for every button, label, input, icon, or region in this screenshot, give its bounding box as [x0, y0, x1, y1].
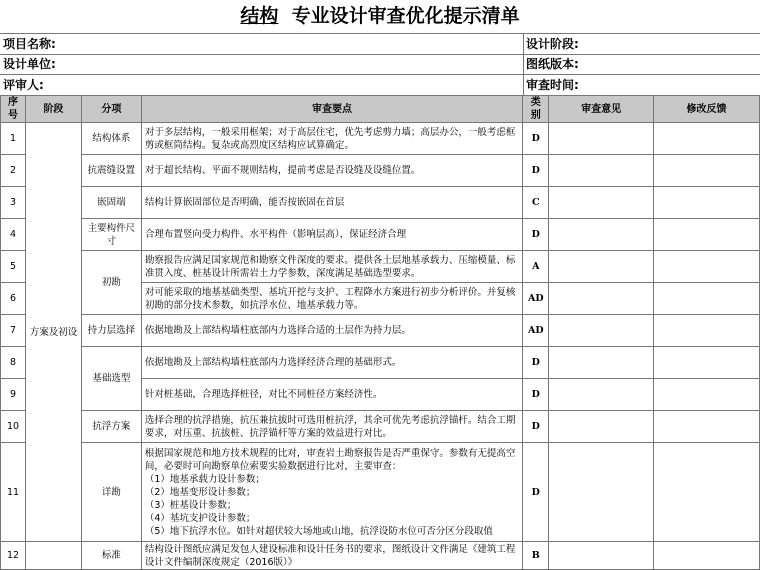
opinion-cell[interactable] [549, 347, 654, 379]
table-row [1, 187, 760, 219]
design-stage-label: 设计阶段: [526, 37, 579, 51]
points-list-item: （5）地下抗浮水位。如针对超伏较大场地或山地，抗浮设防水位可否分区分段取值 [144, 525, 493, 537]
row-points: 依据地勘及上部结构墙柱底部内力选择经济合理的基础形式。 [141, 347, 522, 379]
row-item: 详勘 [81, 443, 141, 542]
design-unit-label: 设计单位: [3, 57, 56, 71]
row-item: 基础选型 [81, 347, 141, 411]
row-category: D [523, 219, 549, 251]
row-points [141, 443, 522, 542]
row-no: 9 [1, 379, 26, 411]
row-points: 选择合理的抗浮措施，抗压兼抗拔时可选用桩抗浮，其余可优先考虑抗浮锚杆。结合工期要求，对压重、抗拔桩、抗浮锚杆等方案的效益进行对比。 [141, 411, 522, 443]
drawing-version-label: 图纸版本: [526, 57, 579, 71]
table-row [1, 219, 760, 251]
reviewer-label: 评审人: [3, 78, 44, 92]
opinion-cell[interactable] [549, 283, 654, 315]
col-header-category: 类别 [523, 96, 549, 123]
feedback-cell[interactable] [654, 251, 760, 283]
table-row [1, 155, 760, 187]
row-no: 10 [1, 411, 26, 443]
table-row [1, 542, 760, 570]
row-category: AD [523, 283, 549, 315]
row-points: 结构设计图纸应满足发包人建设标准和设计任务书的要求，图纸设计文件满足《建筑工程设计文件编制深度规定（2016版）》 [141, 542, 522, 570]
row-category: D [523, 379, 549, 411]
title-text: 专业设计审查优化提示清单 [291, 5, 520, 27]
col-header-points: 审查要点 [141, 96, 522, 123]
row-item: 结构体系 [81, 123, 141, 155]
opinion-cell[interactable] [549, 219, 654, 251]
row-item: 持力层选择 [81, 315, 141, 347]
row-no: 6 [1, 283, 26, 315]
feedback-cell[interactable] [654, 379, 760, 411]
row-no: 8 [1, 347, 26, 379]
feedback-cell[interactable] [654, 123, 760, 155]
opinion-cell[interactable] [549, 123, 654, 155]
opinion-cell[interactable] [549, 187, 654, 219]
row-category: D [523, 411, 549, 443]
feedback-cell[interactable] [654, 443, 760, 542]
review-time-label: 审查时间: [526, 78, 579, 92]
row-points: 对可能采取的地基基础类型、基坑开挖与支护、工程降水方案进行初步分析评价。并复核初勘的部分技术参数，如抗浮水位、地基承载力等。 [141, 283, 522, 315]
row-item: 初勘 [81, 251, 141, 315]
row-item: 抗震缝设置 [81, 155, 141, 187]
feedback-cell[interactable] [654, 347, 760, 379]
row-item: 主要构件尺寸 [81, 219, 141, 251]
col-header-item: 分项 [81, 96, 141, 123]
feedback-cell[interactable] [654, 219, 760, 251]
feedback-cell[interactable] [654, 542, 760, 570]
row-points: 结构计算嵌固部位是否明确，能否按嵌固在首层 [141, 187, 522, 219]
feedback-cell[interactable] [654, 315, 760, 347]
points-list-item: （2）地基变形设计参数； [144, 486, 256, 498]
row-category: D [523, 155, 549, 187]
opinion-cell[interactable] [549, 542, 654, 570]
col-header-opinion: 审查意见 [549, 96, 654, 123]
row-category: B [523, 542, 549, 570]
table-row [1, 411, 760, 443]
row-category: AD [523, 315, 549, 347]
title-discipline: 结构 [240, 5, 279, 27]
col-header-stage: 阶段 [25, 96, 81, 123]
feedback-cell[interactable] [654, 283, 760, 315]
opinion-cell[interactable] [549, 251, 654, 283]
col-header-feedback: 修改反馈 [654, 96, 760, 123]
row-item: 抗浮方案 [81, 411, 141, 443]
stage-cell-empty [25, 542, 81, 570]
points-intro: 根据国家规范和地方技术规程的比对，审查岩土勘察报告是否严重保守。参数有无提高空间，必要时可向勘察单位索要实验数据进行比对，主要审查： [144, 447, 516, 472]
feedback-cell[interactable] [654, 155, 760, 187]
row-no: 1 [1, 123, 26, 155]
page-title [0, 0, 760, 33]
row-category: D [523, 347, 549, 379]
row-no: 2 [1, 155, 26, 187]
table-row [1, 123, 760, 155]
header-row [1, 96, 760, 123]
row-no: 5 [1, 251, 26, 283]
row-category: C [523, 187, 549, 219]
col-header-no: 序号 [1, 96, 26, 123]
opinion-cell[interactable] [549, 411, 654, 443]
review-table [0, 95, 760, 570]
table-row [1, 443, 760, 542]
table-row [1, 315, 760, 347]
row-points: 对于多层结构，一般采用框架；对于高层住宅，优先考虑剪力墙；高层办公，一般考虑框剪或框筒结构。复杂或高烈度区结构应试算确定。 [141, 123, 522, 155]
row-no: 11 [1, 443, 26, 542]
row-points: 对于超长结构、平面不规则结构，提前考虑是否设缝及设缝位置。 [141, 155, 522, 187]
points-list-item: （3）桩基设计参数； [144, 499, 237, 511]
project-name-label: 项目名称: [3, 37, 56, 51]
opinion-cell[interactable] [549, 379, 654, 411]
row-no: 4 [1, 219, 26, 251]
row-no: 7 [1, 315, 26, 347]
opinion-cell[interactable] [549, 443, 654, 542]
row-item: 标准 [81, 542, 141, 570]
row-category: D [523, 443, 549, 542]
row-no: 12 [1, 542, 26, 570]
row-points: 勘察报告应满足国家规范和勘察文件深度的要求。提供各土层地基承载力、压缩模量、标准贯入度、桩基设计所需岩土力学参数，深度满足基础选型要求。 [141, 251, 522, 283]
row-item: 嵌固端 [81, 187, 141, 219]
row-points: 依据地勘及上部结构墙柱底部内力选择合适的土层作为持力层。 [141, 315, 522, 347]
row-points: 合理布置竖向受力构件、水平构件（影响层高），保证经济合理 [141, 219, 522, 251]
row-no: 3 [1, 187, 26, 219]
opinion-cell[interactable] [549, 155, 654, 187]
table-row [1, 347, 760, 379]
points-list-item: （4）基坑支护设计参数； [144, 512, 256, 524]
stage-cell: 方案及初设 [25, 123, 81, 542]
row-points: 针对桩基础，合理选择桩径，对比不同桩径方案经济性。 [141, 379, 522, 411]
table-row [1, 251, 760, 283]
row-category: A [523, 251, 549, 283]
row-category: D [523, 123, 549, 155]
opinion-cell[interactable] [549, 315, 654, 347]
feedback-cell[interactable] [654, 187, 760, 219]
feedback-cell[interactable] [654, 411, 760, 443]
points-list-item: （1）地基承载力设计参数； [144, 473, 265, 485]
